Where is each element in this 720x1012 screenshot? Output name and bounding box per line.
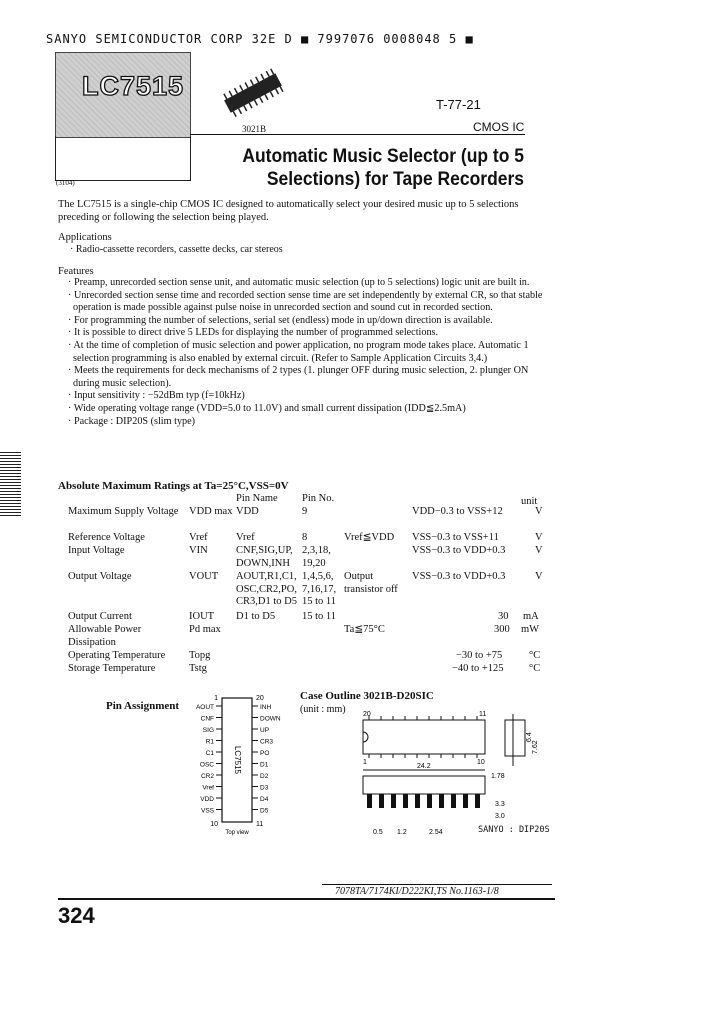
- pin-label-right: D5: [260, 807, 269, 815]
- intro-paragraph: The LC7515 is a single-chip CMOS IC designed to automatically select your desired music up to 5 selections preceding or following the selection being played.: [58, 199, 519, 223]
- amr-row-value: VSS−0.3 to VDD+0.3: [412, 571, 506, 582]
- case-lead-front: [427, 794, 432, 808]
- pin-label-left: C1: [205, 750, 214, 757]
- sanyo-package-label: SANYO : DIP20S: [478, 825, 550, 835]
- amr-row-unit: °C: [529, 663, 541, 674]
- amr-row-param: Storage Temperature: [68, 663, 156, 674]
- amr-row-unit: °C: [529, 650, 541, 661]
- pin-label-left: Vref: [202, 784, 214, 792]
- pin-label-left: CR2: [200, 773, 214, 780]
- dim-offset: 2.54: [429, 829, 443, 836]
- case-lead-front: [391, 794, 396, 808]
- case-pin-1: 1: [363, 759, 367, 766]
- amr-row-value: 300: [494, 624, 510, 635]
- pin-label-left: VDD: [200, 796, 214, 803]
- amr-row-symbol: VIN: [189, 545, 208, 556]
- pin-label-left: CNF: [200, 715, 214, 723]
- case-outline-unit: (unit : mm): [300, 704, 346, 715]
- amr-row-param: Input Voltage: [68, 545, 125, 556]
- case-pin-11: 11: [479, 711, 487, 718]
- case-lead-front: [367, 794, 372, 808]
- cmos-label: CMOS IC: [473, 120, 525, 134]
- pin-assignment-heading: Pin Assignment: [106, 700, 180, 712]
- document-title: [230, 145, 524, 191]
- chip-package-image: [218, 68, 288, 118]
- case-lead-front: [439, 794, 444, 808]
- amr-row-pin: VDD: [236, 506, 259, 517]
- feature-item: · At the time of completion of music selection and power application, no program mode takes place. Automatic 1 selection programming is also enabled by external circuit. (Refer to Sample Application Circuits 3,4.): [68, 339, 529, 364]
- chip-label: LC7515: [233, 745, 242, 775]
- pin-label-right: D4: [260, 796, 269, 803]
- feature-item: · Preamp, unrecorded section sense unit, and automatic music selection (up to 5 selections) logic unit are built in.: [68, 277, 530, 288]
- case-lead-front: [451, 794, 456, 808]
- applications-item: · Radio-cassette recorders, cassette decks, car stereos: [70, 244, 283, 255]
- amr-col-unit: unit: [521, 496, 538, 507]
- dim-length: 24.2: [417, 763, 431, 770]
- amr-row-no: 9: [302, 506, 308, 517]
- view-note: Top view: [225, 830, 249, 836]
- feature-item: · Input sensitivity : −52dBm typ (f=10kHz): [68, 390, 245, 402]
- amr-row-param: Output Voltage: [68, 571, 132, 582]
- amr-row-value: −30 to +75: [456, 650, 503, 661]
- feature-item: · It is possible to direct drive 5 LEDs for displaying the number of programmed selections.: [68, 327, 439, 339]
- case-lead-front: [415, 794, 420, 808]
- amr-row-unit: mW: [521, 624, 540, 635]
- header-rule: [190, 134, 525, 135]
- footer-code: 7078TA/7174KI/D222KI,TS No.1163-1/8: [335, 886, 499, 897]
- pin-label-right: PO: [260, 750, 270, 757]
- page-number: 324: [58, 903, 95, 928]
- amr-row-value: VSS−0.3 to VDD+0.3: [412, 545, 506, 556]
- amr-row-symbol: IOUT: [189, 611, 215, 622]
- pin-label-right: DOWN: [260, 715, 281, 723]
- amr-row-pin: D1 to D5: [236, 611, 276, 622]
- amr-row-value: 30: [498, 611, 509, 622]
- case-lead-front: [379, 794, 384, 808]
- amr-col-pin-no: Pin No.: [302, 493, 335, 504]
- amr-row-no: 1,4,5,6, 7,16,17, 15 to 11: [302, 571, 337, 607]
- pin-label-left: OSC: [199, 761, 214, 769]
- pin-number-1: 1: [214, 695, 218, 702]
- amr-row-no: 8: [302, 532, 308, 543]
- amr-row-param: Operating Temperature: [68, 650, 166, 661]
- pin-label-right: D1: [260, 761, 269, 769]
- amr-row-cond: Ta≦75°C: [344, 624, 385, 635]
- case-lead-front: [463, 794, 468, 808]
- pin-label-left: SIG: [202, 727, 214, 734]
- amr-row-symbol: VDD max: [189, 506, 233, 517]
- feature-item: · Meets the requirements for deck mechanisms of 2 types (1. plunger OFF during music selection, 2. plunger ON during music selection).: [68, 365, 529, 389]
- amr-row-pin: CNF,SIG,UP, DOWN,INH: [236, 545, 293, 569]
- amr-row-unit: V: [535, 532, 543, 543]
- feature-item: · Unrecorded section sense time and recorded section sense time are set independently by external CR, so that stable operation is made possible against pulse noise in unrecorded section and sound cut in recorded section.: [68, 289, 543, 314]
- amr-col-pin-name: Pin Name: [236, 493, 278, 504]
- part-number: LC7515: [82, 71, 185, 101]
- amr-row-param: Allowable Power Dissipation: [68, 624, 142, 648]
- dim-lead: 0.5: [373, 829, 383, 836]
- amr-row-param: Reference Voltage: [68, 532, 145, 543]
- applications-heading: Applications: [58, 232, 112, 243]
- amr-row-param: Maximum Supply Voltage: [68, 506, 179, 517]
- t-number: T-77-21: [436, 97, 481, 112]
- amr-row-no: 15 to 11: [302, 611, 337, 622]
- pin-label-left: R1: [205, 738, 214, 746]
- amr-row-pin: Vref: [236, 532, 255, 543]
- feature-item: · Wide operating voltage range (VDD=5.0 to 11.0V) and small current dissipation (IDD≦2.5mA): [68, 402, 466, 414]
- amr-row-symbol: Tstg: [189, 663, 207, 674]
- amr-row-unit: V: [535, 506, 543, 517]
- amr-row-unit: mA: [523, 611, 539, 622]
- pin-assignment-diagram: [190, 692, 290, 837]
- pin-number-20: 20: [256, 695, 264, 702]
- pin-label-right: CR3: [260, 738, 274, 746]
- pin-label-right: UP: [260, 727, 270, 734]
- package-front-body: [363, 776, 485, 794]
- pin-label-right: D3: [260, 784, 269, 792]
- amr-heading: Absolute Maximum Ratings at Ta=25°C,VSS=0V: [58, 480, 289, 492]
- title-line-1: Automatic Music Selector (up to 5: [242, 146, 525, 167]
- left-box: [55, 136, 191, 181]
- amr-row-symbol: VOUT: [189, 571, 219, 582]
- amr-row-value: −40 to +125: [452, 663, 504, 674]
- amr-row-cond: Vref≦VDD: [344, 532, 395, 543]
- title-line-2: Selections) for Tape Recorders: [266, 169, 524, 190]
- dim-pitch: 1.78: [491, 773, 505, 780]
- dim-w1: 6.4: [526, 732, 533, 742]
- features-list: [68, 277, 548, 428]
- amr-row-symbol: Pd max: [189, 624, 221, 635]
- page-rule: [58, 898, 555, 900]
- dim-h1: 3.3: [495, 801, 505, 808]
- amr-row-cond: Output transistor off: [344, 571, 398, 595]
- amr-row-param: Output Current: [68, 611, 132, 622]
- case-outline-heading: Case Outline 3021B-D20SIC: [300, 690, 434, 702]
- pin-number-11: 11: [256, 821, 264, 828]
- amr-row-value: VSS−0.3 to VSS+11: [412, 532, 499, 543]
- dim-pin-pitch: 1.2: [397, 829, 407, 836]
- case-pin-20: 20: [363, 711, 371, 718]
- case-pin-10: 10: [477, 759, 485, 766]
- pin-number-10: 10: [210, 821, 218, 828]
- case-lead-front: [403, 794, 408, 808]
- feature-item: · Package : DIP20S (slim type): [68, 415, 196, 427]
- case-outline-drawing: [355, 706, 545, 838]
- small-mark: (3104): [56, 179, 75, 187]
- pin-label-left: VSS: [200, 807, 214, 815]
- dim-h2: 3.0: [495, 813, 505, 820]
- feature-item: · For programming the number of selections, serial set (endless) mode in up/down direction is available.: [68, 314, 493, 326]
- amr-row-value: VDD−0.3 to VSS+12: [412, 506, 503, 517]
- amr-row-unit: V: [535, 545, 543, 556]
- amr-row-no: 2,3,18, 19,20: [302, 545, 331, 569]
- package-top-body: [363, 720, 485, 754]
- package-side-body: [505, 720, 525, 756]
- package-code: 3021B: [242, 124, 267, 134]
- amr-row-pin: AOUT,R1,C1, OSC,CR2,PO, CR3,D1 to D5: [236, 571, 297, 607]
- footer-rule: [322, 884, 552, 885]
- header-top-line: SANYO SEMICONDUCTOR CORP 32E D ■ 7997076 0008048 5 ■: [46, 32, 474, 46]
- pin-label-right: INH: [260, 704, 272, 711]
- dim-w2: 7.62: [532, 740, 539, 754]
- amr-row-unit: V: [535, 571, 543, 582]
- amr-row-symbol: Topg: [189, 650, 211, 661]
- amr-row-symbol: Vref: [189, 532, 208, 543]
- pin-label-right: D2: [260, 773, 269, 780]
- case-lead-front: [475, 794, 480, 808]
- features-heading: Features: [58, 266, 94, 277]
- pin-label-left: AOUT: [195, 704, 214, 711]
- side-scan-mark: [0, 450, 21, 516]
